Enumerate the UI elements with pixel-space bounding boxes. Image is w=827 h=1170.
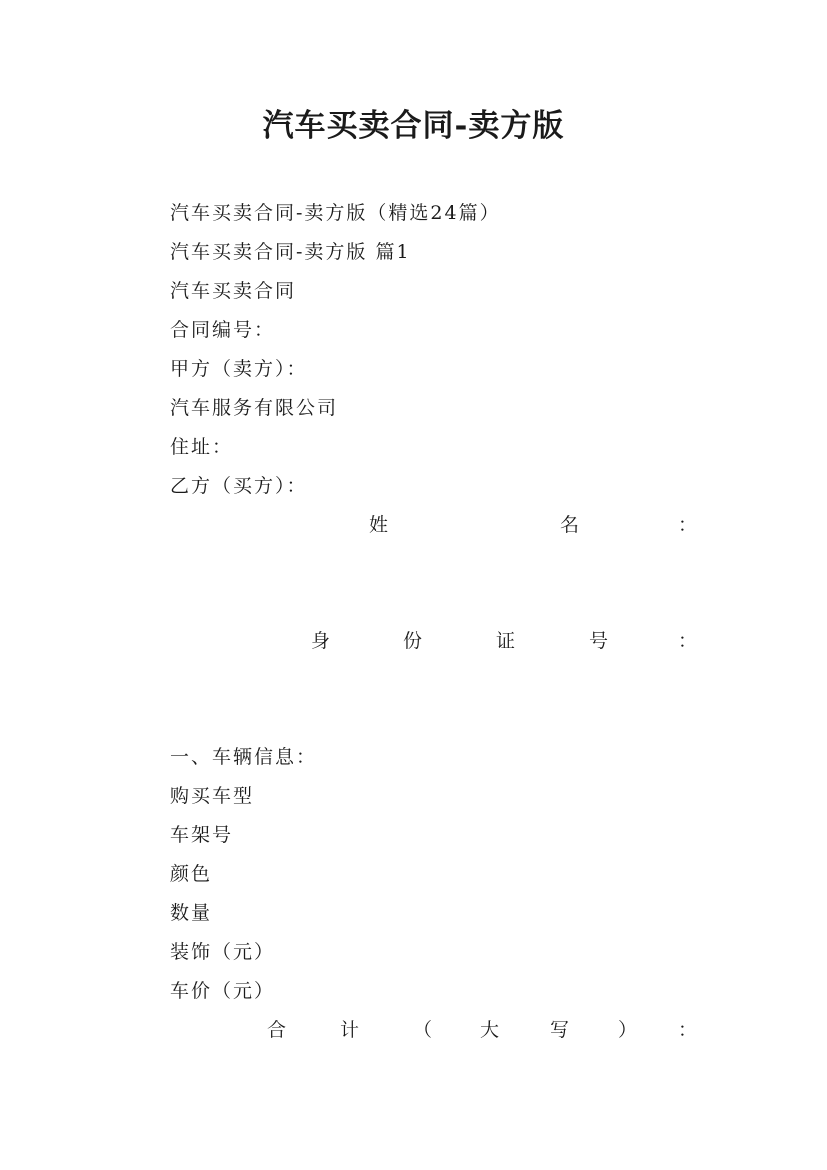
total-char-2: 计 bbox=[340, 1019, 360, 1041]
id-colon: ： bbox=[678, 630, 698, 652]
id-number-field bbox=[0, 626, 827, 654]
total-uppercase-field bbox=[0, 1015, 827, 1043]
vehicle-item: 颜色 bbox=[170, 863, 213, 885]
total-char-3: （ bbox=[413, 1019, 433, 1041]
name-char-1: 姓 bbox=[369, 514, 389, 536]
total-char-4: 大 bbox=[480, 1019, 500, 1041]
vehicle-item: 装饰（元） bbox=[170, 941, 276, 963]
id-char-4: 号 bbox=[589, 630, 609, 652]
total-char-5: 写 bbox=[550, 1019, 570, 1041]
party-a-company: 汽车服务有限公司 bbox=[170, 397, 339, 419]
vehicle-item: 数量 bbox=[170, 902, 213, 924]
party-b-label: 乙方（买方）： bbox=[170, 475, 308, 497]
vehicle-item: 车架号 bbox=[170, 824, 234, 846]
contract-name: 汽车买卖合同 bbox=[170, 280, 297, 302]
total-char-1: 合 bbox=[267, 1019, 287, 1041]
vehicle-info-heading: 一、车辆信息： bbox=[170, 746, 318, 768]
vehicle-item: 车价（元） bbox=[170, 980, 276, 1002]
document-title: 汽车买卖合同-卖方版 bbox=[262, 108, 565, 144]
address-label: 住址： bbox=[170, 436, 234, 458]
party-a-label: 甲方（卖方）： bbox=[170, 358, 308, 380]
name-char-2: 名 bbox=[560, 514, 580, 536]
id-char-3: 证 bbox=[496, 630, 516, 652]
id-char-2: 份 bbox=[403, 630, 423, 652]
id-char-1: 身 bbox=[311, 630, 331, 652]
total-char-6: ） bbox=[618, 1019, 638, 1041]
contract-number-label: 合同编号： bbox=[170, 319, 276, 341]
section-heading: 汽车买卖合同-卖方版 篇1 bbox=[170, 241, 411, 263]
vehicle-item: 购买车型 bbox=[170, 785, 255, 807]
doc-subtitle: 汽车买卖合同-卖方版（精选24篇） bbox=[170, 202, 501, 224]
total-colon: ： bbox=[678, 1019, 698, 1041]
name-colon: ： bbox=[678, 514, 698, 536]
name-field bbox=[0, 510, 827, 538]
